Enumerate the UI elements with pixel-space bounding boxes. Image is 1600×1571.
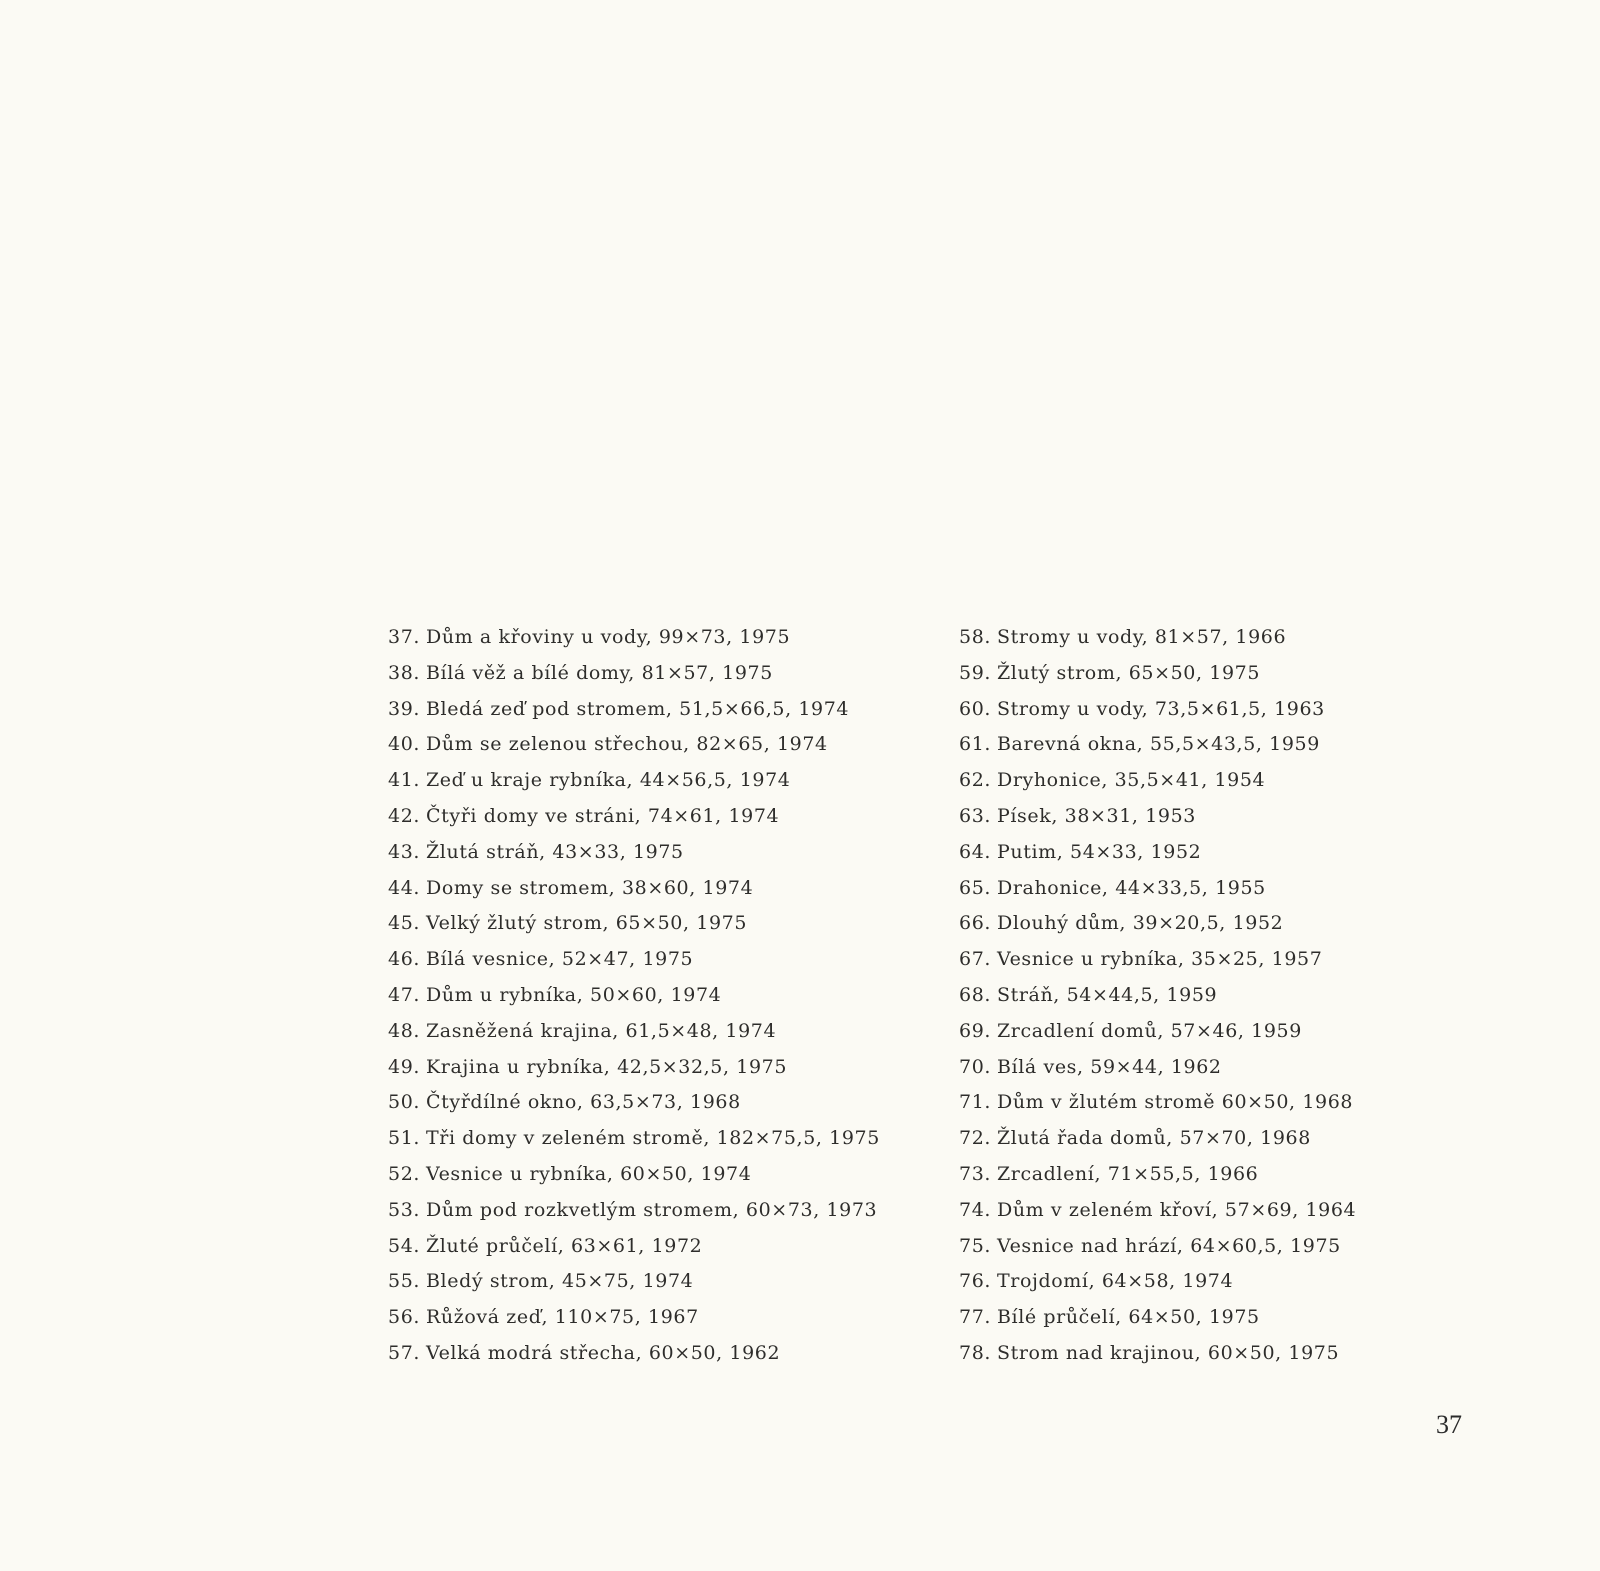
entry-number: 37. <box>388 626 421 648</box>
entry-number: 67. <box>959 948 992 971</box>
entry-number: 43. <box>388 840 421 863</box>
catalog-entry <box>388 620 880 656</box>
catalog-entry <box>959 1121 1356 1157</box>
entry-number: 72. <box>959 1127 992 1150</box>
catalog-entry <box>959 835 1356 871</box>
entry-text: Putim, 54×33, 1952 <box>997 840 1202 863</box>
entry-number: 59. <box>959 661 992 684</box>
catalog-entry <box>388 692 880 728</box>
entry-text: Dům u rybníka, 50×60, 1974 <box>426 983 722 1006</box>
entry-text: Krajina u rybníka, 42,5×32,5, 1975 <box>426 1055 788 1078</box>
entry-text: Bílá věž a bílé domy, 81×57, 1975 <box>426 661 773 684</box>
catalog-entry <box>959 1193 1356 1229</box>
catalog-entry <box>388 1336 880 1372</box>
entry-number: 58. <box>959 626 992 648</box>
catalog-entry <box>388 1050 880 1086</box>
entry-text: Vesnice u rybníka, 60×50, 1974 <box>426 1162 752 1185</box>
entry-number: 46. <box>388 948 421 971</box>
catalog-entry <box>388 942 880 978</box>
entry-text: Zrcadlení, 71×55,5, 1966 <box>997 1162 1259 1185</box>
entry-text: Zeď u kraje rybníka, 44×56,5, 1974 <box>426 769 791 792</box>
catalog-entry <box>959 1336 1356 1372</box>
entry-number: 75. <box>959 1234 992 1257</box>
entry-number: 65. <box>959 876 992 899</box>
entry-number: 70. <box>959 1055 992 1078</box>
catalog-entry <box>388 906 880 942</box>
entry-number: 63. <box>959 804 992 827</box>
entry-text: Drahonice, 44×33,5, 1955 <box>997 876 1266 899</box>
entry-number: 54. <box>388 1234 421 1257</box>
entry-number: 64. <box>959 840 992 863</box>
entry-text: Dlouhý dům, 39×20,5, 1952 <box>997 912 1284 935</box>
entry-text: Vesnice u rybníka, 35×25, 1957 <box>997 948 1323 971</box>
entry-number: 44. <box>388 876 421 899</box>
catalog-list-right <box>959 620 1356 1372</box>
entry-text: Stráň, 54×44,5, 1959 <box>997 983 1218 1006</box>
entry-text: Stromy u vody, 73,5×61,5, 1963 <box>997 697 1325 720</box>
entry-text: Žlutá řada domů, 57×70, 1968 <box>997 1127 1311 1150</box>
entry-text: Trojdomí, 64×58, 1974 <box>997 1270 1234 1293</box>
entry-number: 49. <box>388 1055 421 1078</box>
catalog-entry <box>388 1193 880 1229</box>
entry-number: 55. <box>388 1270 421 1293</box>
entry-number: 61. <box>959 733 992 756</box>
entry-text: Dům se zelenou střechou, 82×65, 1974 <box>426 733 828 756</box>
entry-text: Velká modrá střecha, 60×50, 1962 <box>426 1341 781 1364</box>
entry-number: 48. <box>388 1019 421 1042</box>
catalog-entry <box>388 978 880 1014</box>
catalog-entry <box>388 1264 880 1300</box>
catalog-list-left <box>388 620 880 1372</box>
entry-text: Vesnice nad hrází, 64×60,5, 1975 <box>997 1234 1341 1257</box>
entry-text: Bílá ves, 59×44, 1962 <box>997 1055 1222 1078</box>
catalog-entry <box>959 656 1356 692</box>
entry-number: 60. <box>959 697 992 720</box>
catalog-entry <box>388 799 880 835</box>
catalog-entry <box>959 871 1356 907</box>
catalog-entry <box>959 1085 1356 1121</box>
catalog-entry <box>959 1014 1356 1050</box>
entry-text: Tři domy v zeleném stromě, 182×75,5, 1975 <box>426 1127 880 1150</box>
entry-text: Velký žlutý strom, 65×50, 1975 <box>426 912 748 935</box>
catalog-entry <box>959 1264 1356 1300</box>
catalog-entry <box>959 620 1356 656</box>
entry-number: 77. <box>959 1306 992 1329</box>
entry-number: 76. <box>959 1270 992 1293</box>
catalog-entry <box>388 1300 880 1336</box>
catalog-entry <box>959 1157 1356 1193</box>
entry-text: Růžová zeď, 110×75, 1967 <box>426 1306 699 1329</box>
entry-number: 57. <box>388 1341 421 1364</box>
entry-number: 47. <box>388 983 421 1006</box>
entry-number: 50. <box>388 1091 421 1114</box>
entry-number: 38. <box>388 661 421 684</box>
catalog-entry <box>959 727 1356 763</box>
entry-number: 78. <box>959 1341 992 1364</box>
entry-text: Zasněžená krajina, 61,5×48, 1974 <box>426 1019 777 1042</box>
entry-number: 73. <box>959 1162 992 1185</box>
entry-number: 56. <box>388 1306 421 1329</box>
entry-number: 39. <box>388 697 421 720</box>
entry-text: Žlutá stráň, 43×33, 1975 <box>426 840 684 863</box>
entry-text: Dům v zeleném křoví, 57×69, 1964 <box>997 1198 1357 1221</box>
entry-text: Domy se stromem, 38×60, 1974 <box>426 876 754 899</box>
entry-text: Dům a křoviny u vody, 99×73, 1975 <box>426 626 791 648</box>
entry-text: Čtyři domy ve stráni, 74×61, 1974 <box>426 804 780 827</box>
entry-number: 52. <box>388 1162 421 1185</box>
catalog-entry <box>959 1229 1356 1265</box>
entry-text: Písek, 38×31, 1953 <box>997 804 1196 827</box>
entry-number: 62. <box>959 769 992 792</box>
entry-number: 68. <box>959 983 992 1006</box>
entry-text: Stromy u vody, 81×57, 1966 <box>997 626 1287 648</box>
entry-text: Žlutý strom, 65×50, 1975 <box>997 661 1261 684</box>
entry-number: 42. <box>388 804 421 827</box>
catalog-entry <box>959 692 1356 728</box>
catalog-entry <box>959 978 1356 1014</box>
entry-number: 74. <box>959 1198 992 1221</box>
entry-number: 53. <box>388 1198 421 1221</box>
entry-text: Barevná okna, 55,5×43,5, 1959 <box>997 733 1320 756</box>
entry-number: 71. <box>959 1091 992 1114</box>
entry-number: 45. <box>388 912 421 935</box>
catalog-entry <box>959 1050 1356 1086</box>
entry-number: 69. <box>959 1019 992 1042</box>
entry-text: Dům pod rozkvetlým stromem, 60×73, 1973 <box>426 1198 878 1221</box>
entry-number: 66. <box>959 912 992 935</box>
catalog-entry <box>959 763 1356 799</box>
entry-text: Bílá vesnice, 52×47, 1975 <box>426 948 694 971</box>
catalog-entry <box>388 871 880 907</box>
entry-number: 40. <box>388 733 421 756</box>
catalog-entry <box>959 942 1356 978</box>
entry-number: 41. <box>388 769 421 792</box>
catalog-entry <box>959 1300 1356 1336</box>
entry-text: Čtyřdílné okno, 63,5×73, 1968 <box>426 1091 741 1114</box>
entry-text: Bílé průčelí, 64×50, 1975 <box>997 1306 1260 1329</box>
entry-text: Zrcadlení domů, 57×46, 1959 <box>997 1019 1302 1042</box>
catalog-entry <box>388 1014 880 1050</box>
catalog-entry <box>388 1085 880 1121</box>
entry-number: 51. <box>388 1127 421 1150</box>
catalog-entry <box>388 656 880 692</box>
catalog-entry <box>388 727 880 763</box>
entry-text: Bledý strom, 45×75, 1974 <box>426 1270 694 1293</box>
catalog-entry <box>388 763 880 799</box>
catalog-entry <box>959 799 1356 835</box>
entry-text: Žluté průčelí, 63×61, 1972 <box>426 1234 703 1257</box>
catalog-entry <box>388 1229 880 1265</box>
catalog-entry <box>388 1157 880 1193</box>
catalog-entry <box>388 1121 880 1157</box>
catalog-entry <box>959 906 1356 942</box>
entry-text: Dryhonice, 35,5×41, 1954 <box>997 769 1266 792</box>
entry-text: Dům v žlutém stromě 60×50, 1968 <box>997 1091 1354 1114</box>
catalog-entry <box>388 835 880 871</box>
entry-text: Strom nad krajinou, 60×50, 1975 <box>997 1341 1340 1364</box>
page-number: 37 <box>1436 1410 1462 1439</box>
entry-text: Bledá zeď pod stromem, 51,5×66,5, 1974 <box>426 697 850 720</box>
